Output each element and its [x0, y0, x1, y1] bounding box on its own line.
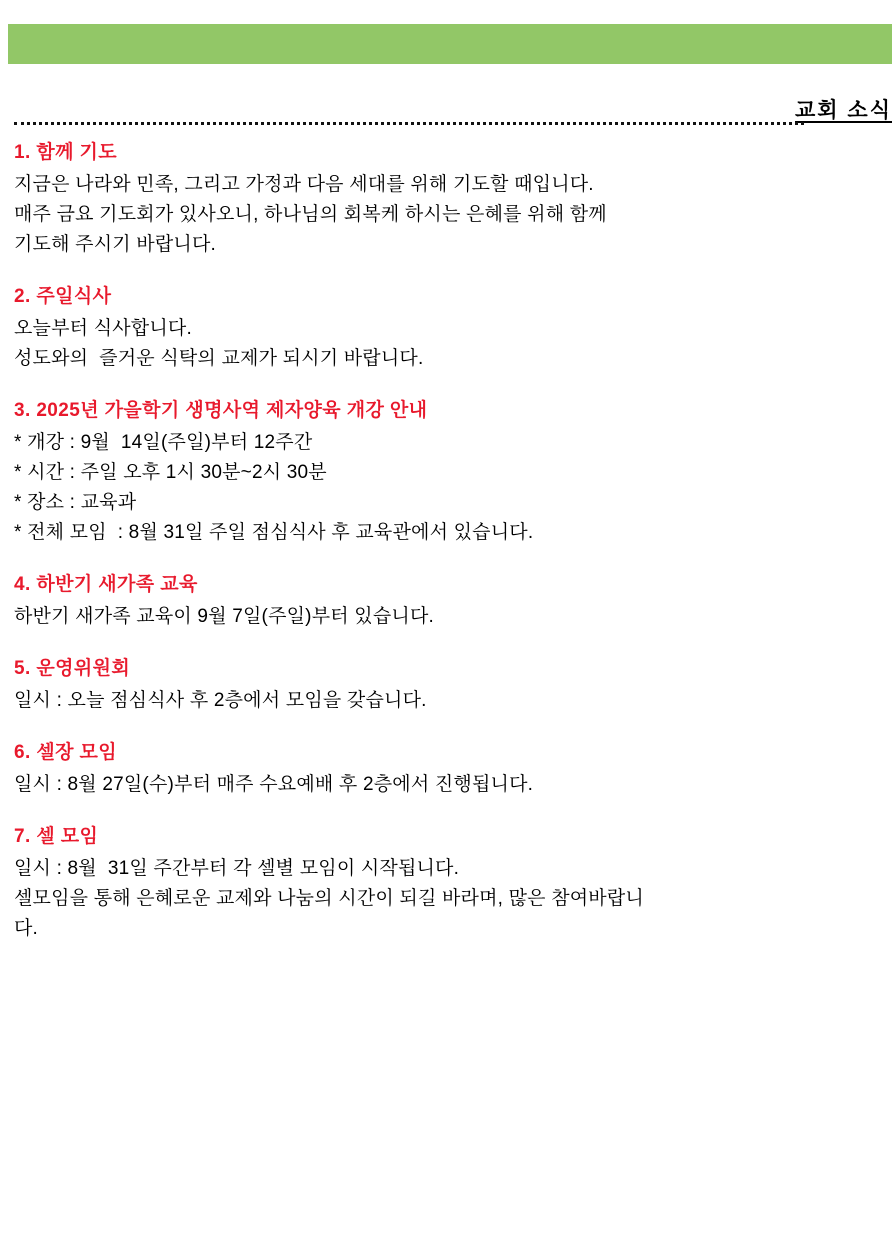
- title-dotted-rule: [14, 122, 804, 125]
- section-line: 오늘부터 식사합니다.: [14, 318, 192, 339]
- announcement-section: [14, 654, 884, 716]
- document-title-row: [14, 94, 892, 124]
- spacer: [14, 814, 884, 822]
- section-heading: 1. 함께 기도: [14, 142, 118, 163]
- spacer: [14, 730, 884, 738]
- spacer: [14, 562, 884, 570]
- header-green-bar: [8, 24, 892, 64]
- section-line: 지금은 나라와 민족, 그리고 가정과 다음 세대를 위해 기도할 때입니다.: [14, 174, 594, 195]
- announcement-section: [14, 138, 884, 260]
- section-line: * 장소 : 교육과: [14, 492, 137, 513]
- section-line: 매주 금요 기도회가 있사오니, 하나님의 회복케 하시는 은혜를 위해 함께: [14, 204, 607, 225]
- announcement-section: [14, 282, 884, 374]
- section-line: 셀모임을 통해 은혜로운 교제와 나눔의 시간이 되길 바라며, 많은 참여바랍니: [14, 888, 644, 909]
- announcement-section: [14, 570, 884, 632]
- section-line: 성도와의 즐거운 식탁의 교제가 되시기 바랍니다.: [14, 348, 424, 369]
- section-line: 다.: [14, 918, 39, 939]
- announcements-list: [14, 138, 884, 958]
- section-line: * 전체 모임 : 8월 31일 주일 점심식사 후 교육관에서 있습니다.: [14, 522, 534, 543]
- section-line: 일시 : 8월 31일 주간부터 각 셀별 모임이 시작됩니다.: [14, 858, 460, 879]
- announcement-section: [14, 396, 884, 548]
- announcement-section: [14, 738, 884, 800]
- spacer: [14, 646, 884, 654]
- section-heading: 4. 하반기 새가족 교육: [14, 574, 198, 595]
- section-line: * 개강 : 9월 14일(주일)부터 12주간: [14, 432, 313, 453]
- section-line: 하반기 새가족 교육이 9월 7일(주일)부터 있습니다.: [14, 606, 434, 627]
- spacer: [14, 388, 884, 396]
- section-line: 기도해 주시기 바랍니다.: [14, 234, 216, 255]
- announcement-section: [14, 822, 884, 944]
- spacer: [14, 274, 884, 282]
- section-heading: 6. 셀장 모임: [14, 742, 118, 763]
- section-heading: 2. 주일식사: [14, 286, 112, 307]
- page-title: 교회 소식: [795, 99, 892, 122]
- section-line: 일시 : 오늘 점심식사 후 2층에서 모임을 갖습니다.: [14, 690, 427, 711]
- section-line: 일시 : 8월 27일(수)부터 매주 수요예배 후 2층에서 진행됩니다.: [14, 774, 534, 795]
- section-heading: 7. 셀 모임: [14, 826, 99, 847]
- section-heading: 3. 2025년 가을학기 생명사역 제자양육 개강 안내: [14, 400, 428, 421]
- section-heading: 5. 운영위원회: [14, 658, 131, 679]
- section-line: * 시간 : 주일 오후 1시 30분~2시 30분: [14, 462, 327, 483]
